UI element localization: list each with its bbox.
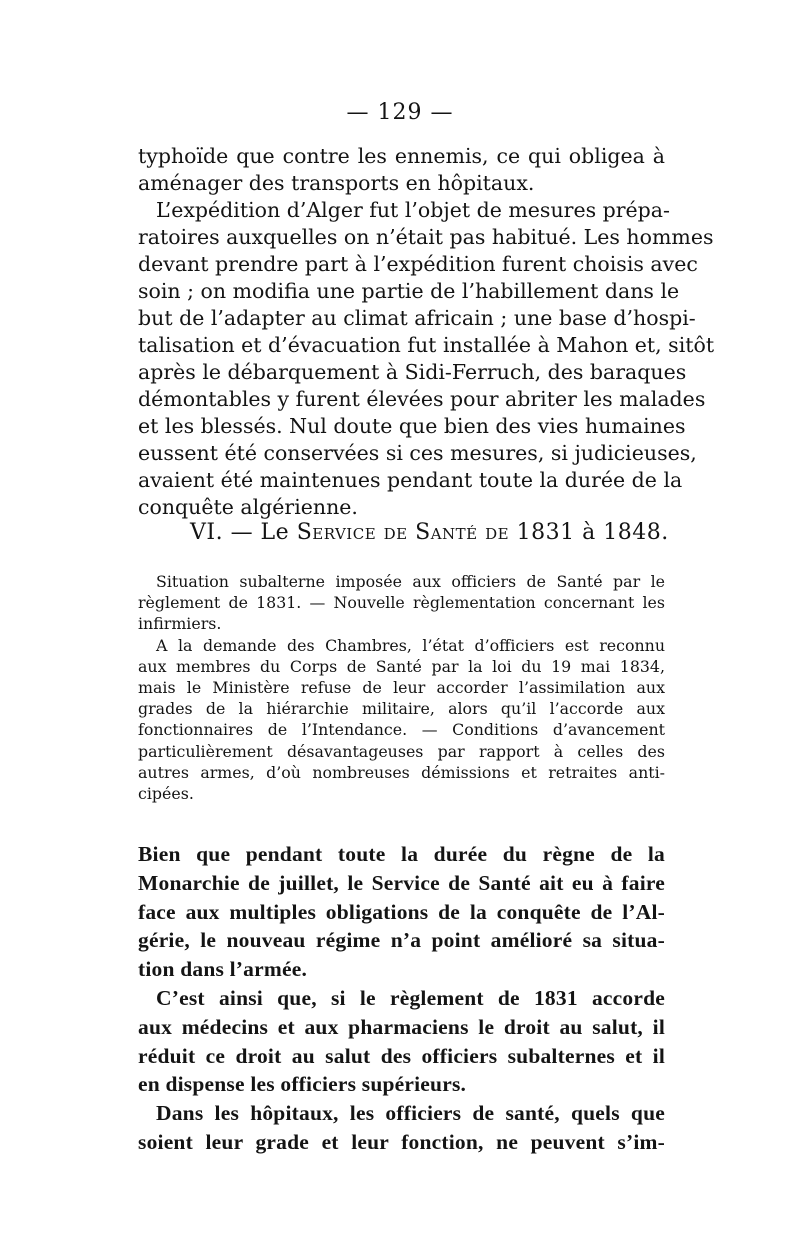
text-line: gérie, le nouveau régime n’a point amélioré sa situa- <box>138 928 665 953</box>
heading-word: de <box>485 520 510 545</box>
text-line: typhoïde que contre les ennemis, ce qui obligea à <box>138 144 665 168</box>
text-line: talisation et d’évacuation fut installée à Mahon et, sitôt <box>138 333 715 357</box>
text-line: démontables y furent élevées pour abriter les malades <box>138 387 706 411</box>
text-line: conquête algérienne. <box>138 495 358 519</box>
page-number: — 129 — <box>346 100 454 125</box>
text-line: soin ; on modifia une partie de l’habillement dans le <box>138 279 680 303</box>
text-line: Dans les hôpitaux, les officiers de santé, quels que <box>156 1101 665 1126</box>
text-line: réduit ce droit au salut des officiers subalternes et il <box>138 1043 665 1068</box>
text-line: devant prendre part à l’expédition furent choisis avec <box>138 252 698 276</box>
text-line: soient leur grade et leur fonction, ne peuvent s’im- <box>138 1129 665 1154</box>
summary-line: Situation subalterne imposée aux officiers de Santé par le <box>156 572 665 591</box>
text-line: ratoires auxquelles on n’était pas habitué. Les hommes <box>138 225 714 249</box>
text-line: tion dans l’armée. <box>138 957 308 982</box>
text-line: Bien que pendant toute la durée du règne de la <box>138 842 665 866</box>
summary-line: autres armes, d’où nombreuses démissions et retraites anti- <box>138 762 665 782</box>
text-line: avaient été maintenues pendant toute la durée de la <box>138 468 683 492</box>
summary-line: mais le Ministère refuse de leur accorder l’assimilation aux <box>138 677 665 697</box>
summary-line: A la demande des Chambres, l’état d’officiers est reconnu <box>156 635 665 655</box>
heading-prefix: VI. — Le <box>190 520 290 545</box>
chapter-summary <box>138 571 665 804</box>
summary-line: infirmiers. <box>138 614 222 634</box>
paragraph-block-1 <box>138 143 715 521</box>
text-line: aux médecins et aux pharmaciens le droit au salut, il <box>138 1014 665 1039</box>
text-line: eussent été conservées si ces mesures, si judicieuses, <box>138 441 697 465</box>
text-line: L’expédition d’Alger fut l’objet de mesures prépa- <box>156 198 670 222</box>
summary-line: aux membres du Corps de Santé par la loi du 19 mai 1834, <box>138 656 665 676</box>
summary-line: fonctionnaires de l’Intendance. — Conditions d’avancement <box>138 720 665 740</box>
heading-word: Santé <box>415 520 478 545</box>
text-line: face aux multiples obligations de la conquête de l’Al- <box>138 899 665 924</box>
section-heading <box>190 520 669 545</box>
text-line: aménager des transports en hôpitaux. <box>138 171 535 195</box>
summary-line: cipées. <box>138 783 194 803</box>
text-line: et les blessés. Nul doute que bien des vies humaines <box>138 414 686 438</box>
heading-word: de <box>383 520 408 545</box>
heading-year-start: 1831 <box>516 520 575 545</box>
summary-line: particulièrement désavantageuses par rapport à celles des <box>138 741 665 761</box>
summary-line: grades de la hiérarchie militaire, alors qu’il l’accorde aux <box>138 699 665 719</box>
heading-word: à <box>582 520 596 545</box>
summary-line: règlement de 1831. — Nouvelle règlementation concernant les <box>138 593 665 613</box>
text-line: après le débarquement à Sidi-Ferruch, des baraques <box>138 360 687 384</box>
paragraph-block-2 <box>138 840 665 1157</box>
text-line: Monarchie de juillet, le Service de Santé ait eu à faire <box>138 870 665 895</box>
text-line: C’est ainsi que, si le règlement de 1831 accorde <box>156 985 665 1010</box>
heading-word: Service <box>296 520 377 545</box>
text-line: but de l’adapter au climat africain ; une base d’hospi- <box>138 306 696 330</box>
text-line: en dispense les officiers supérieurs. <box>138 1072 467 1097</box>
heading-year-end: 1848. <box>603 520 669 545</box>
